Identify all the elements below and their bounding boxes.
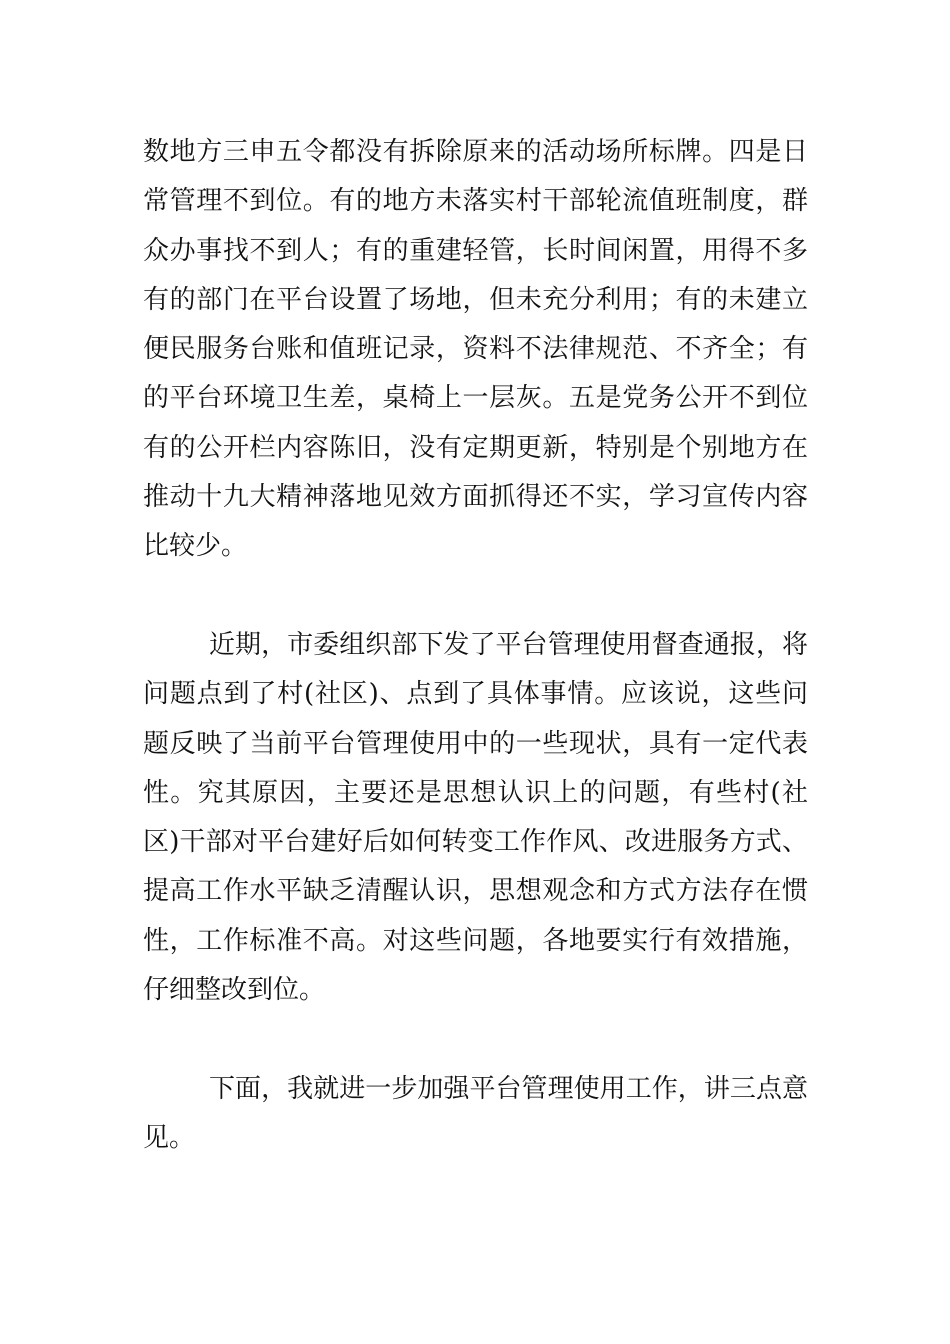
paragraph-2	[143, 621, 808, 1015]
text-line: 提高工作水平缺乏清醒认识，思想观念和方式方法存在惯	[143, 876, 808, 907]
text-line: 见。	[143, 1122, 196, 1153]
paragraph-spacer	[143, 1015, 808, 1064]
text-line: 数地方三申五令都没有拆除原来的活动场所标牌。四是日	[143, 137, 808, 167]
text-line: 区)干部对平台建好后如何转变工作作风、改进服务方式、	[143, 827, 808, 858]
text-line: 仔细整改到位。	[143, 975, 326, 1006]
text-line: 题反映了当前平台管理使用中的一些现状，具有一定代表	[143, 728, 808, 759]
text-line: 众办事找不到人；有的重建轻管，长时间闲置，用得不多	[143, 235, 808, 266]
text-line: 近期，市委组织部下发了平台管理使用督查通报，将	[209, 629, 808, 660]
text-line: 下面，我就进一步加强平台管理使用工作，讲三点意	[209, 1073, 808, 1104]
paragraph-spacer	[143, 572, 808, 621]
text-line: 推动十九大精神落地见效方面抓得还不实，学习宣传内容	[143, 482, 808, 513]
document-body	[143, 128, 808, 1163]
text-line: 性。究其原因，主要还是思想认识上的问题，有些村(社	[143, 777, 808, 808]
text-line: 有的部门在平台设置了场地，但未充分利用；有的未建立	[143, 284, 808, 315]
paragraph-3	[143, 1065, 808, 1164]
text-line: 常管理不到位。有的地方未落实村干部轮流值班制度，群	[143, 186, 808, 217]
paragraph-1	[143, 128, 808, 572]
text-line: 的平台环境卫生差，桌椅上一层灰。五是党务公开不到位	[143, 383, 808, 414]
text-line: 性，工作标准不高。对这些问题，各地要实行有效措施，	[143, 925, 808, 956]
text-line: 有的公开栏内容陈旧，没有定期更新，特别是个别地方在	[143, 432, 808, 463]
text-line: 便民服务台账和值班记录，资料不法律规范、不齐全；有	[143, 334, 808, 365]
text-line: 问题点到了村(社区)、点到了具体事情。应该说，这些问	[143, 679, 808, 710]
text-line: 比较少。	[143, 531, 248, 562]
